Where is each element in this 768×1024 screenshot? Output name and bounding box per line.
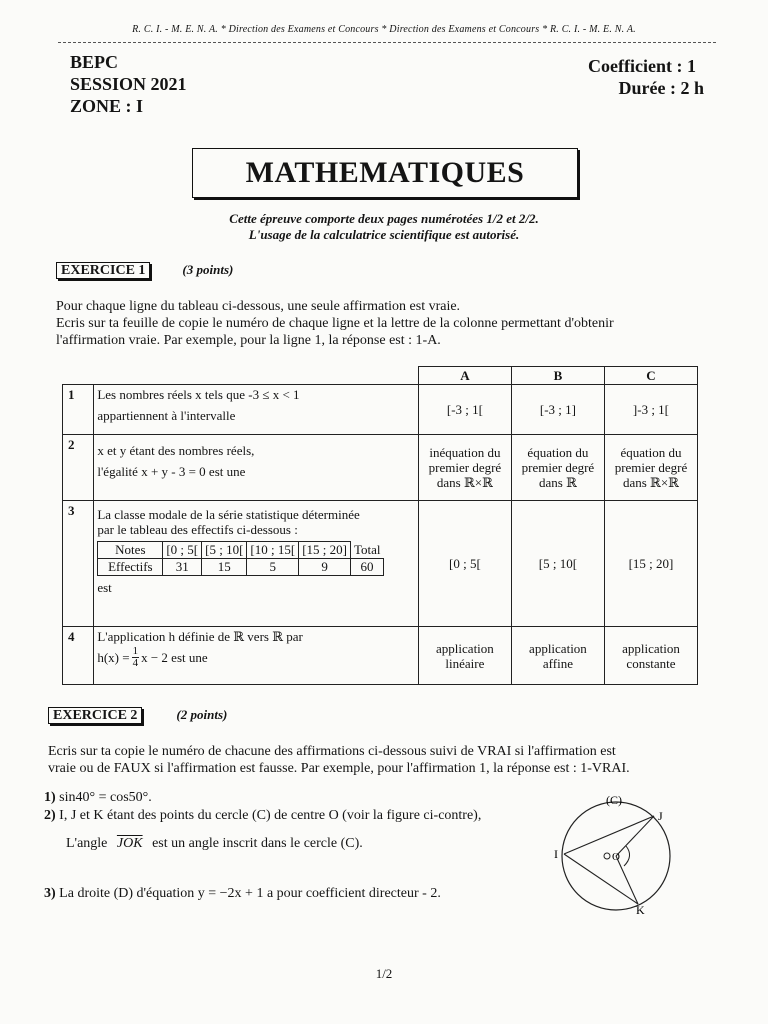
fraction-numerator: 1 xyxy=(132,645,139,657)
info-line-2: L'usage de la calculatrice scientifique est autorisé. xyxy=(248,227,520,242)
column-a-header: A xyxy=(418,367,511,385)
frequency-header-row xyxy=(98,542,384,559)
freq-cell: 15 xyxy=(202,559,247,576)
label-i: I xyxy=(554,847,558,861)
fraction-denominator: 4 xyxy=(132,657,139,669)
list-item-continuation xyxy=(66,835,363,852)
statement-line: appartiennent à l'intervalle xyxy=(97,408,236,423)
row-number: 4 xyxy=(63,627,94,685)
exercise-2-points: (2 points) xyxy=(176,707,228,722)
table-header-row xyxy=(63,367,698,385)
item-number: 3) xyxy=(44,886,56,901)
option-a: application linéaire xyxy=(418,627,511,685)
option-a: [0 ; 5[ xyxy=(418,501,511,627)
frequency-value-row xyxy=(98,559,384,576)
exercise-1-label: EXERCICE 1 xyxy=(56,262,150,279)
exam-zone: ZONE : I xyxy=(70,96,144,116)
item-text: est un angle inscrit dans le cercle (C). xyxy=(152,836,363,851)
exercise-1-points: (3 points) xyxy=(182,262,234,277)
freq-cell: [0 ; 5[ xyxy=(163,542,202,559)
item-number: 2) xyxy=(44,808,56,823)
title-box xyxy=(192,148,578,198)
column-c-header: C xyxy=(604,367,697,385)
statement-line: La classe modale de la série statistique déterminée xyxy=(97,507,360,522)
table-row xyxy=(63,435,698,501)
item-text: La droite (D) d'équation y = −2x + 1 a pour coefficient directeur - 2. xyxy=(59,886,441,901)
option-c: [15 ; 20] xyxy=(604,501,697,627)
exercise-2-intro-1: Ecris sur ta copie le numéro de chacune des affirmations ci-dessous suivi de VRAI si l'affirmation est xyxy=(48,744,616,759)
table-row xyxy=(63,627,698,685)
column-b-header: B xyxy=(511,367,604,385)
exercise-2-intro-2: vraie ou de FAUX si l'affirmation est fausse. Par exemple, pour l'affirmation 1, la réponse est : 1-VRAI. xyxy=(48,761,630,776)
option-b: application affine xyxy=(511,627,604,685)
list-item xyxy=(44,789,152,806)
freq-cell: 31 xyxy=(163,559,202,576)
exercise-1-intro-1: Pour chaque ligne du tableau ci-dessous, une seule affirmation est vraie. xyxy=(56,299,461,314)
option-b: [5 ; 10[ xyxy=(511,501,604,627)
function-lhs: h(x) = xyxy=(97,650,130,665)
freq-cell: Effectifs xyxy=(98,559,163,576)
option-a: inéquation du premier degré dans ℝ×ℝ xyxy=(418,435,511,501)
item-text: L'angle xyxy=(66,836,108,851)
label-j: J xyxy=(658,809,663,823)
frequency-table xyxy=(97,541,384,576)
header-top-line: R. C. I. - M. E. N. A. * Direction des Examens et Concours * Direction des Examens et Concours * R. C. I. - M. E. N. A. xyxy=(132,24,636,35)
freq-cell: 9 xyxy=(299,559,351,576)
row-statement xyxy=(94,435,419,501)
row-number: 3 xyxy=(63,501,94,627)
exam-session: SESSION 2021 xyxy=(70,74,187,94)
exercise-1-intro-2: Ecris sur ta feuille de copie le numéro de chaque ligne et la lettre de la colonne permettant d'obtenir xyxy=(56,316,614,331)
page-title: MATHEMATIQUES xyxy=(245,156,525,189)
freq-cell: Notes xyxy=(98,542,163,559)
row-statement xyxy=(94,627,419,685)
center-mark xyxy=(604,853,610,859)
info-line-1: Cette épreuve comporte deux pages numérotées 1/2 et 2/2. xyxy=(229,211,539,226)
angle-arc xyxy=(624,846,630,866)
exam-name: BEPC xyxy=(70,52,119,72)
row-number: 1 xyxy=(63,385,94,435)
freq-cell: [15 ; 20] xyxy=(299,542,351,559)
statement-line: x et y étant des nombres réels, xyxy=(97,443,255,458)
statement-line: par le tableau des effectifs ci-dessous : xyxy=(97,522,298,537)
statement-line: l'égalité x + y - 3 = 0 est une xyxy=(97,464,246,479)
freq-cell: 60 xyxy=(350,559,383,576)
label-k: K xyxy=(636,903,645,917)
row-number: 2 xyxy=(63,435,94,501)
exercise-1-intro-3: l'affirmation vraie. Par exemple, pour la ligne 1, la réponse est : 1-A. xyxy=(56,333,441,348)
coefficient: Coefficient : 1 xyxy=(588,56,696,76)
page-number: 1/2 xyxy=(375,966,393,981)
list-item xyxy=(44,885,441,902)
item-text: sin40° = cos50°. xyxy=(59,790,152,805)
statement-line: Les nombres réels x tels que -3 ≤ x < 1 xyxy=(97,387,300,402)
fraction xyxy=(132,646,140,669)
row-statement xyxy=(94,501,419,627)
freq-cell: [5 ; 10[ xyxy=(202,542,247,559)
freq-cell: Total xyxy=(350,542,383,559)
list-item xyxy=(44,807,481,824)
label-c: (C) xyxy=(606,793,622,807)
exercise-1-table xyxy=(62,366,698,685)
table-row xyxy=(63,501,698,627)
angle-notation: $\overline{JOK}$ xyxy=(116,836,143,851)
freq-cell: 5 xyxy=(247,559,299,576)
label-o: O xyxy=(612,851,620,863)
table-row xyxy=(63,385,698,435)
duration: Durée : 2 h xyxy=(618,78,704,98)
item-text: I, J et K étant des points du cercle (C) de centre O (voir la figure ci-contre), xyxy=(59,808,482,823)
freq-cell: [10 ; 15[ xyxy=(247,542,299,559)
statement-line: est xyxy=(97,580,112,595)
option-b: [-3 ; 1] xyxy=(511,385,604,435)
item-number: 1) xyxy=(44,790,56,805)
function-rhs: x − 2 est une xyxy=(141,650,208,665)
header-divider xyxy=(58,42,716,43)
exercise-2-label: EXERCICE 2 xyxy=(48,707,142,724)
option-c: équation du premier degré dans ℝ×ℝ xyxy=(604,435,697,501)
segment-oj xyxy=(616,816,654,856)
row-statement xyxy=(94,385,419,435)
exercise-1-heading xyxy=(56,261,233,279)
segment-ij xyxy=(564,816,654,854)
option-c: ]-3 ; 1[ xyxy=(604,385,697,435)
statement-line xyxy=(97,646,415,669)
option-a: [-3 ; 1[ xyxy=(418,385,511,435)
statement-line: L'application h définie de ℝ vers ℝ par xyxy=(97,629,303,644)
circle-figure xyxy=(548,790,688,920)
exercise-2-heading xyxy=(48,706,227,724)
option-c: application constante xyxy=(604,627,697,685)
option-b: équation du premier degré dans ℝ xyxy=(511,435,604,501)
